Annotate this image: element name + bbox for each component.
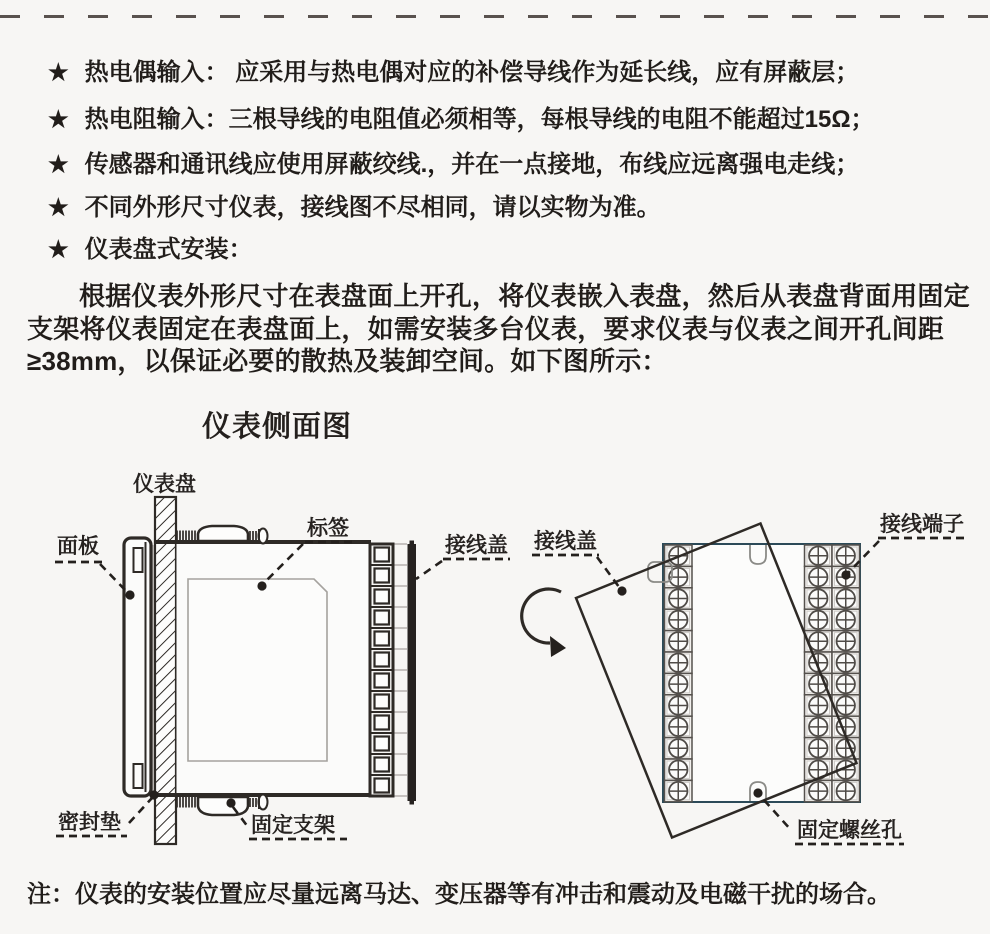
seal-gasket-label: 密封垫	[58, 811, 121, 834]
page-border-dashed	[0, 15, 990, 18]
seal-gasket-leader	[129, 798, 152, 823]
rear-view-diagram	[522, 512, 964, 844]
side-terminal-strip	[370, 544, 407, 796]
star-icon: ★	[48, 106, 69, 132]
panel-board-label: 仪表盘	[133, 473, 196, 496]
front-panel-dot	[125, 590, 134, 599]
rear-wiring-cover-leader	[597, 557, 619, 587]
side-wiring-cover-leader	[416, 561, 442, 579]
bottom-note: 注：仪表的安装位置应尽量远离马达、变压器等有冲击和震动及电磁干扰的场合。	[27, 881, 891, 908]
screw-hole-leader	[764, 800, 791, 830]
fixing-bracket-label: 固定支架	[251, 814, 335, 837]
star-icon: ★	[48, 194, 69, 220]
bullet-text: 不同外形尺寸仪表，接线图不尽相同，请以实物为准。	[84, 194, 661, 221]
bullet-text: 传感器和通讯线应使用屏蔽绞线.，并在一点接地，布线应远离强电走线；	[84, 151, 860, 178]
terminal-dot	[841, 570, 850, 579]
instrument-body	[156, 542, 371, 795]
bullet-text: 热电阻输入：三根导线的电阻值必须相等，每根导线的电阻不能超过15Ω；	[84, 106, 875, 133]
rotate-arrow-icon	[522, 589, 566, 657]
fixing-bracket-bottom	[177, 795, 268, 816]
installation-paragraph: 根据仪表外形尺寸在表盘面上开孔，将仪表嵌入表盘，然后从表盘背面用固定支架将仪表固定在表盘面上，如需安装多台仪表，要求仪表与仪表之间开孔间距≥38mm，以保证必要的散热及装卸空间。如下图所示：	[27, 281, 970, 376]
list-item	[48, 59, 859, 88]
bullet-text: 仪表盘式安装：	[84, 236, 253, 263]
tag-label: 标签	[307, 517, 349, 540]
rear-wiring-cover-label: 接线盖	[534, 530, 597, 553]
screw-hole-dot	[753, 788, 762, 797]
front-panel-label: 面板	[57, 535, 99, 558]
wiring-cover-bar	[408, 541, 417, 805]
panel-board-wall	[155, 497, 176, 844]
side-wiring-cover-label: 接线盖	[445, 534, 508, 557]
star-icon: ★	[48, 151, 69, 177]
front-panel-shape	[124, 538, 151, 796]
terminal-label: 接线端子	[880, 513, 964, 536]
list-item	[48, 106, 875, 135]
side-view-diagram	[55, 472, 510, 844]
installation-diagrams	[0, 450, 990, 934]
screw-hole-label: 固定螺丝孔	[797, 819, 902, 842]
list-item	[48, 194, 661, 223]
fixing-bracket-dot	[226, 798, 235, 807]
tag-dot	[257, 581, 266, 590]
rear-wiring-cover-dot	[617, 586, 626, 595]
star-icon: ★	[48, 59, 69, 85]
diagram-title: 仪表侧面图	[202, 411, 353, 443]
star-icon: ★	[48, 236, 69, 262]
seal-gasket-dot	[149, 790, 158, 799]
list-item	[48, 236, 253, 265]
bullet-text: 热电偶输入： 应采用与热电偶对应的补偿导线作为延长线，应有屏蔽层；	[84, 59, 860, 86]
label-tag-area	[188, 579, 327, 761]
list-item	[48, 151, 859, 180]
